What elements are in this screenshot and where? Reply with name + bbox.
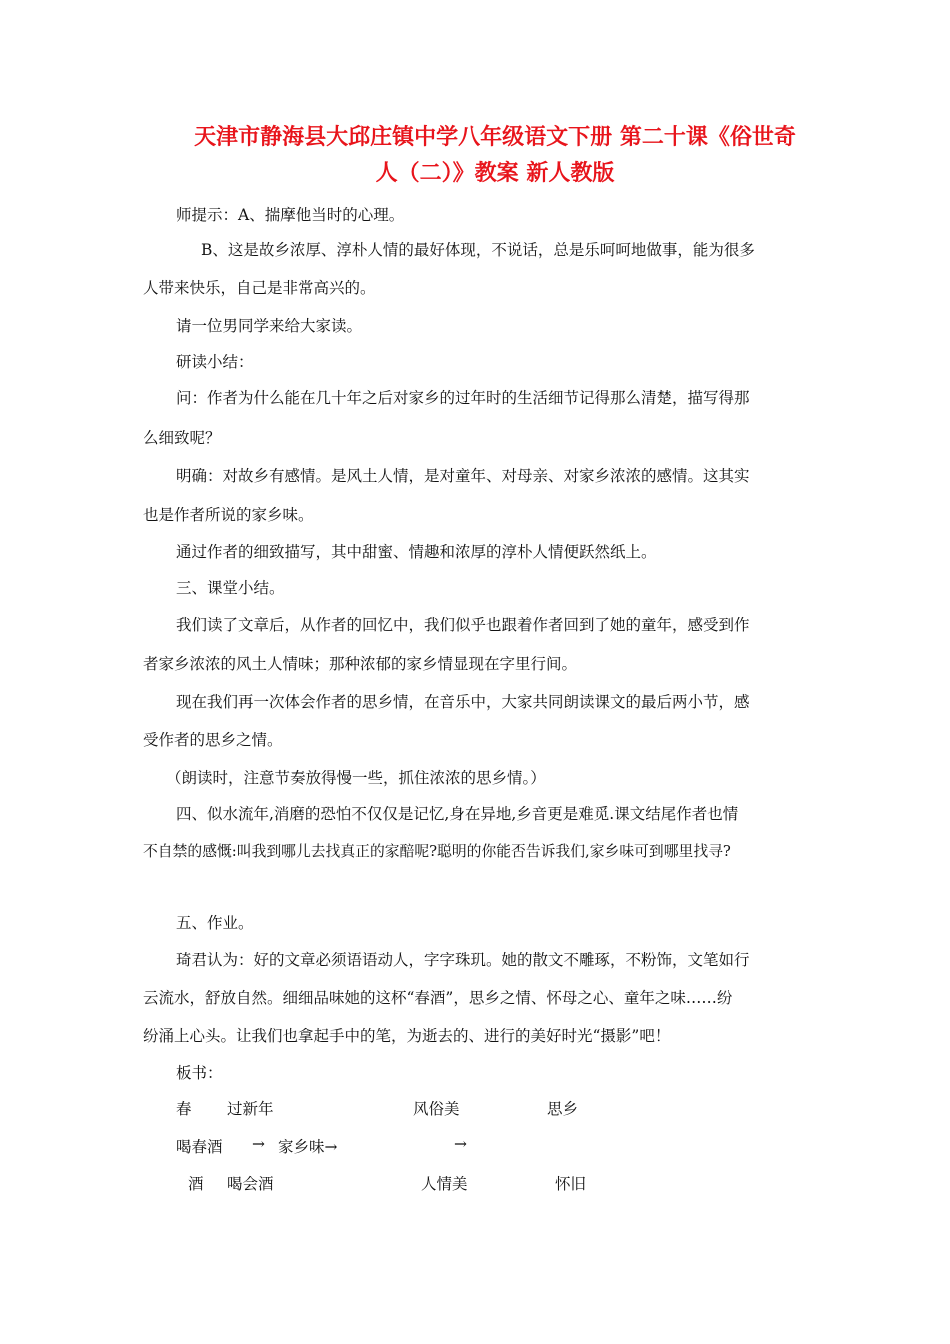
arrow-right-icon: → <box>252 1135 265 1153</box>
paragraph-line: 五、作业。 <box>176 914 254 932</box>
board-cell: 风俗美 <box>413 1100 460 1118</box>
paragraph-line: 纷涌上心头。让我们也拿起手中的笔，为逝去的、进行的美好时光“摄影”吧！ <box>143 1027 671 1045</box>
paragraph-line: 不自禁的感慨:叫我到哪儿去找真正的家醅呢?聪明的你能否告诉我们,家乡味可到哪里找寻? <box>143 843 731 860</box>
paragraph-line: 也是作者所说的家乡味。 <box>143 506 314 524</box>
board-cell: 喝会酒 <box>227 1175 274 1193</box>
paragraph-line: 现在我们再一次体会作者的思乡情，在音乐中，大家共同朗读课文的最后两小节，感 <box>176 693 750 711</box>
paragraph-line: 明确：对故乡有感情。是风土人情，是对童年、对母亲、对家乡浓浓的感情。这其实 <box>176 467 750 485</box>
board-cell: 酒 <box>188 1175 204 1193</box>
board-cell: 家乡味→ <box>278 1138 338 1156</box>
paragraph-line: B、这是故乡浓厚、淳朴人情的最好体现，不说话，总是乐呵呵地做事，能为很多 <box>201 241 755 259</box>
paragraph-line: 琦君认为：好的文章必须语语动人，字字珠玑。她的散文不雕琢，不粉饰，文笔如行 <box>176 951 750 969</box>
paragraph-line: 者家乡浓浓的风土人情味；那种浓郁的家乡情显现在字里行间。 <box>143 655 578 673</box>
board-cell: 思乡 <box>547 1100 579 1118</box>
board-cell: 过新年 <box>227 1100 274 1118</box>
paragraph-line: 请一位男同学来给大家读。 <box>176 317 363 335</box>
paragraph-line: 师提示：A、揣摩他当时的心理。 <box>176 206 405 224</box>
paragraph-line: 板书： <box>176 1064 223 1082</box>
paragraph-line: 人带来快乐，自己是非常高兴的。 <box>143 279 376 297</box>
paragraph-line: 四、似水流年,消磨的恐怕不仅仅是记忆,身在异地,乡音更是难觅.课文结尾作者也情 <box>176 805 739 823</box>
paragraph-line: 三、课堂小结。 <box>176 579 285 597</box>
paragraph-line: 受作者的思乡之情。 <box>143 731 283 749</box>
paragraph-line: （朗读时，注意节奏放得慢一些，抓住浓浓的思乡情。） <box>166 769 546 787</box>
document-title-line-2: 人（二）》教案 新人教版 <box>375 161 615 186</box>
document-title-line-1: 天津市静海县大邱庄镇中学八年级语文下册 第二十课《俗世奇 <box>194 125 796 150</box>
paragraph-line: 研读小结： <box>176 353 254 371</box>
board-cell: 春 <box>176 1100 192 1118</box>
arrow-right-icon: → <box>454 1135 467 1153</box>
paragraph-line: 么细致呢？ <box>143 429 221 447</box>
paragraph-line: 问：作者为什么能在几十年之后对家乡的过年时的生活细节记得那么清楚，描写得那 <box>176 389 750 407</box>
board-cell: 人情美 <box>421 1175 468 1193</box>
board-cell: 怀旧 <box>555 1175 587 1193</box>
paragraph-line: 云流水，舒放自然。细细品味她的这杯“春酒”，思乡之情、怀母之心、童年之味……纷 <box>143 989 733 1007</box>
paragraph-line: 通过作者的细致描写，其中甜蜜、情趣和浓厚的淳朴人情便跃然纸上。 <box>176 543 657 561</box>
paragraph-line: 我们读了文章后，从作者的回忆中，我们似乎也跟着作者回到了她的童年，感受到作 <box>176 616 750 634</box>
board-cell: 喝春酒 <box>176 1138 223 1156</box>
